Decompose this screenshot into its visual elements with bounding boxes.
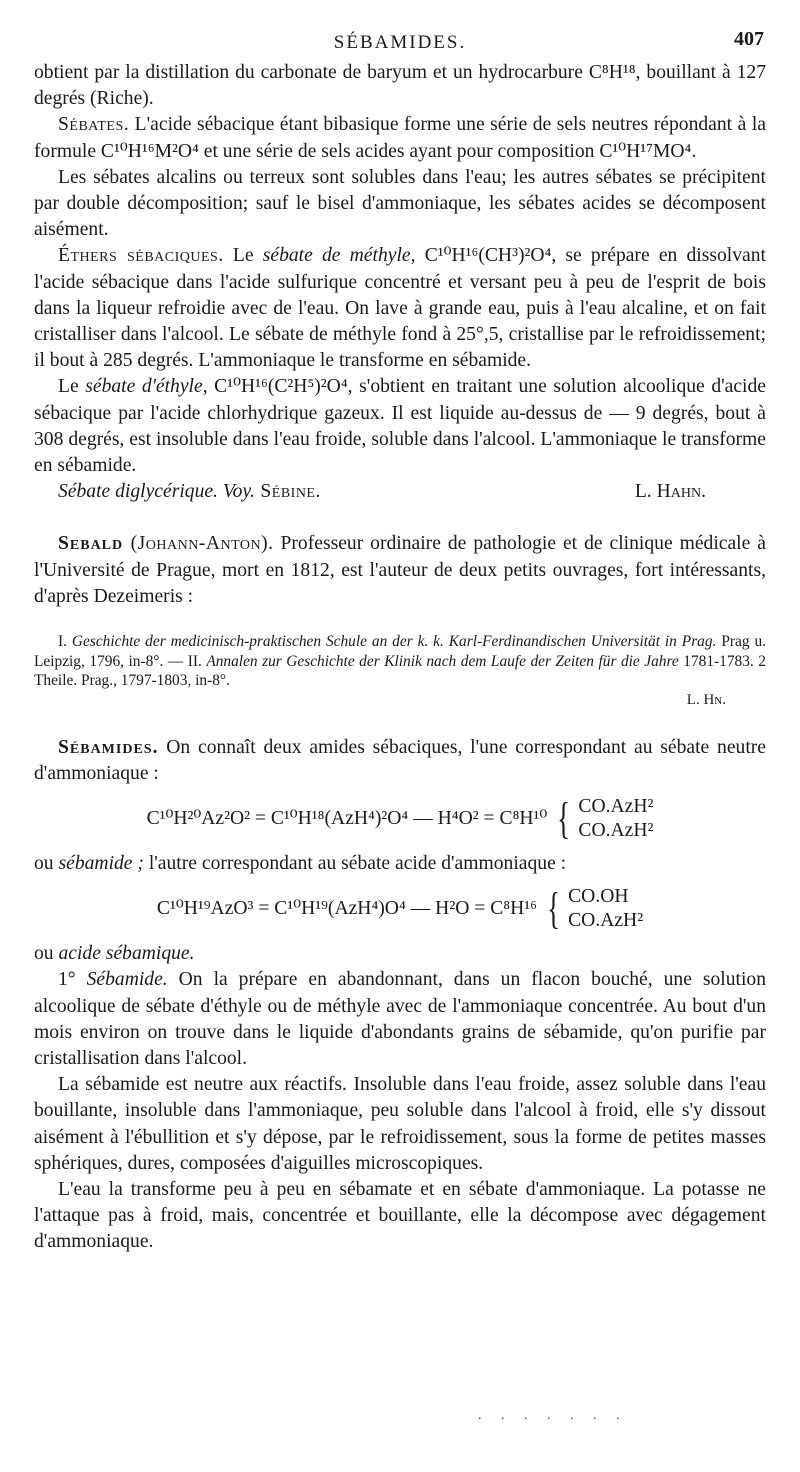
signature-line (34, 479, 766, 505)
paragraph-text: l'autre correspondant au sébate acide d'ammoniaque : (143, 852, 567, 874)
ref-number: I. (58, 633, 72, 651)
term: sébamide ; (58, 852, 144, 874)
paragraph-text: On connaît deux amides sébaciques, l'une correspondant au sébate neutre d'ammoniaque : (34, 736, 766, 784)
bibliography-entry (34, 632, 766, 691)
paragraph-text: obtient par la distillation du carbonate de baryum et un hydrocarbure C⁸H¹⁸, bouillant à 127 degrés (Riche). (34, 62, 766, 110)
author-signature: L. Hn. (686, 691, 726, 708)
ref-publication: Prag u. Leipzig, 1796, in-8°. — II. (34, 633, 766, 670)
formula-group (578, 795, 653, 843)
paragraph-text: La sébamide est neutre aux réactifs. Insoluble dans l'eau froide, assez soluble dans l'eau bouillante, insoluble dans l'ammoniaque, peu soluble dans l'alcool à froid, elle s'y dissout aisément à l'ébullition et s'y dépose, par le refroidissement, sous la forme de petites masses sphériques, dures, composées d'aiguilles microscopiques. (34, 1074, 766, 1174)
paragraph (34, 1072, 766, 1177)
paragraph (34, 112, 766, 164)
paragraph-text: Les sébates alcalins ou terreux sont solubles dans l'eau; les autres sébates se précipitent par double décomposition; sauf le bisel d'ammoniaque, les sébates acides se décomposent aisément. (34, 166, 766, 241)
entry-subject-name: (Johann-Anton). (123, 533, 274, 555)
formula-acid-amide (34, 885, 766, 933)
paragraph (34, 374, 766, 479)
paragraph (34, 851, 766, 877)
formula-neutral-amide (34, 795, 766, 843)
paragraph-text: ou (34, 852, 59, 874)
cross-reference (58, 479, 321, 505)
paragraph (34, 165, 766, 244)
footer-marks: . . . . . . . (478, 1408, 628, 1423)
paragraph-text: Professeur ordinaire de pathologie et de clinique médicale à l'Université de Prague, mort en 1812, est l'auteur de deux petits ouvrages, fort intéressants, d'après Dezeimeris : (34, 533, 766, 607)
formula-expression: C¹⁰H²⁰Az²O² = C¹⁰H¹⁸(AzH⁴)²O⁴ — H⁴O² = C⁸H¹⁰ (146, 807, 548, 829)
term: Sébamide. (86, 969, 168, 991)
paragraph (34, 941, 766, 967)
paragraph-text: , C¹⁰H¹⁶(CH³)²O⁴, se prépare en dissolvant l'acide sébacique dans l'acide sulfurique concentré et versant peu à peu de l'esprit de bois dans la liqueur refroidie avec de l'eau. On lave à grande eau, puis à l'eau alcaline, et on fait cristalliser dans l'alcool. Le sébate de méthyle fond à 25°,5, cristallise par le refroidissement; il bout à 285 degrés. L'ammoniaque le transforme en sébamide. (34, 245, 766, 372)
paragraph (34, 967, 766, 1072)
section-heading: Éthers sébaciques. (58, 245, 224, 267)
term: sébate de méthyle (262, 245, 411, 267)
term: Sébate diglycérique. Voy. (58, 481, 255, 503)
formula-expression: C¹⁰H¹⁹AzO³ = C¹⁰H¹⁹(AzH⁴)O⁴ — H²O = C⁸H¹⁶ (156, 898, 537, 920)
paragraph (34, 1177, 766, 1256)
formula-group-bottom: CO.AzH² (578, 819, 654, 841)
paragraph-text: On la prépare en abandonnant, dans un flacon bouché, une solution alcoolique de sébate d'éthyle ou de méthyle avec de l'ammoniaque concentrée. Au bout d'un mois environ on trouve dans le liquide d'abondants grains de sébamide, qu'on purifie par cristallisation dans l'alcool. (34, 969, 767, 1069)
paragraph-text: Le (58, 376, 86, 398)
term: sébate d'éthyle (85, 376, 203, 398)
ref-title: Annalen zur Geschichte der Klinik nach dem Laufe der Zeiten für die Jahre (206, 652, 679, 670)
cross-reference-link: Sébine. (254, 481, 321, 503)
paragraph-text: L'eau la transforme peu à peu en sébamate et en sébate d'ammoniaque. La potasse ne l'attaque pas à froid, mais, concentrée et bouillante, elle la décompose avec dégagement d'ammoniaque. (34, 1179, 766, 1253)
paragraph-text: ou (34, 943, 59, 965)
paragraph (34, 735, 766, 787)
page (34, 26, 766, 1256)
paragraph (34, 243, 766, 374)
paragraph-text: L'acide sébacique étant bibasique forme une série de sels neutres répondant à la formule C¹⁰H¹⁶M²O⁴ et une série de sels acides ayant pour composition C¹⁰H¹⁷MO⁴. (34, 114, 766, 162)
page-number: 407 (734, 28, 764, 50)
entry-heading: Sebald (58, 533, 124, 555)
spacer (34, 709, 766, 735)
paragraph-text: , C¹⁰H¹⁶(C²H⁵)²O⁴, s'obtient en traitant une solution alcoolique d'acide sébacique par l'acide chlorhydrique gazeux. Il est liquide au-dessus de — 9 degrés, bout à 308 degrés, est insoluble dans l'eau froide, soluble dans l'alcool. L'ammoniaque le transforme en sébamide. (34, 376, 766, 477)
term: acide sébamique. (58, 943, 195, 965)
paragraph-number: 1° (58, 969, 87, 991)
bibliography (34, 632, 766, 709)
sebates-article (34, 60, 766, 505)
formula-group-top: CO.AzH² (578, 795, 654, 817)
sebald-article (34, 531, 766, 708)
ref-title: Geschichte der medicinisch-praktischen Schule an der k. k. Karl-Ferdinandischen Universität in Prag. (71, 633, 717, 651)
ref-publication: 1781-1783. 2 Theile. Prag., 1797-1803, in-8°. (34, 652, 766, 690)
paragraph (34, 531, 766, 610)
running-title: SÉBAMIDES. (333, 32, 467, 53)
brace-symbol: { (557, 793, 571, 843)
paragraph (34, 60, 766, 112)
paragraph-text: Le (223, 245, 263, 267)
brace-symbol: { (547, 884, 560, 934)
section-heading: Sébates. (58, 114, 130, 136)
formula-group (568, 885, 643, 933)
entry-heading: Sébamides. (58, 736, 159, 758)
spacer (34, 505, 766, 531)
page-header (34, 26, 766, 60)
sebamides-article (34, 735, 766, 1256)
author-signature: L. Hahn. (634, 481, 706, 503)
formula-group-bottom: CO.AzH² (568, 910, 644, 932)
formula-group-top: CO.OH (568, 886, 629, 908)
